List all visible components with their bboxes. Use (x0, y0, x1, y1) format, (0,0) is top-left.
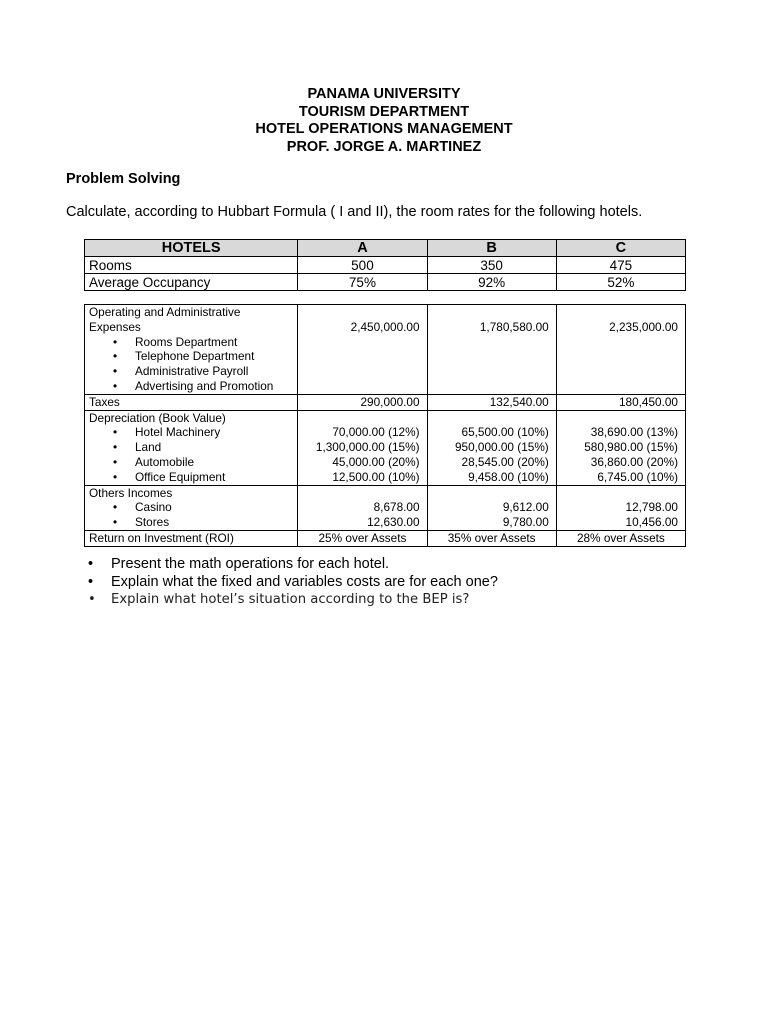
cell-value: 9,458.00 (10%) (468, 469, 549, 484)
cell-value: 1,780,580.00 (479, 319, 549, 334)
table-cell: 52% (556, 274, 685, 291)
table-cell: 92% (427, 274, 556, 291)
row-label: Taxes (85, 394, 298, 410)
cell-value: 8,678.00 (373, 500, 420, 515)
list-item: • Land (89, 440, 293, 455)
cell-value: 36,860.00 (20%) (590, 454, 678, 469)
cell-value: 580,980.00 (15%) (584, 440, 678, 455)
hotels-summary-table (84, 239, 686, 291)
cell-value: 45,000.00 (20%) (332, 454, 420, 469)
task-item: • Explain what the fixed and variables costs are for each one? (88, 574, 498, 592)
list-item: • Rooms Department (89, 335, 293, 350)
table-row-roi (85, 530, 686, 546)
table-row-others (85, 485, 686, 530)
others-list (89, 500, 293, 530)
list-item: • Stores (89, 515, 293, 530)
table-header-row (85, 240, 686, 257)
table-cell: 350 (427, 257, 556, 274)
cell-value: 9,780.00 (502, 515, 549, 530)
header-university: PANAMA UNIVERSITY (307, 86, 461, 102)
cell-value: 12,798.00 (625, 500, 678, 515)
header-cell-hotels: HOTELS (85, 240, 298, 257)
header-course: HOTEL OPERATIONS MANAGEMENT (255, 121, 513, 137)
table-row-taxes (85, 394, 686, 410)
cell-value: 70,000.00 (12%) (332, 425, 420, 440)
document-header (0, 86, 768, 156)
hotels-financial-table (84, 304, 686, 547)
table-cell (556, 485, 685, 530)
cell-value: 10,456.00 (625, 515, 678, 530)
list-item: • Hotel Machinery (89, 425, 293, 440)
row-label: Others Incomes (89, 485, 173, 500)
table-cell: 132,540.00 (427, 394, 556, 410)
table-cell (298, 485, 427, 530)
table-cell: 35% over Assets (427, 530, 556, 546)
table-cell (556, 410, 685, 485)
cell-value: 2,235,000.00 (609, 319, 678, 334)
table-cell: 75% (298, 274, 427, 291)
table-row-opex (85, 305, 686, 395)
table-cell (427, 410, 556, 485)
others-cell (85, 485, 298, 530)
table-cell: 180,450.00 (556, 394, 685, 410)
header-cell-a: A (298, 240, 427, 257)
cell-value: 9,612.00 (502, 500, 549, 515)
header-cell-b: B (427, 240, 556, 257)
task-item: • Present the math operations for each hotel. (88, 556, 498, 574)
opex-list (89, 335, 293, 394)
header-cell-c: C (556, 240, 685, 257)
list-item: • Automobile (89, 455, 293, 470)
table-cell: 28% over Assets (556, 530, 685, 546)
row-label: Depreciation (Book Value) (89, 410, 226, 425)
header-professor: PROF. JORGE A. MARTINEZ (286, 138, 482, 155)
table-cell (427, 485, 556, 530)
cell-value: 12,630.00 (367, 515, 420, 530)
task-item: • Explain what hotel’s situation according to the BEP is? (88, 591, 498, 609)
table-cell: 25% over Assets (298, 530, 427, 546)
table-cell (298, 305, 427, 395)
cell-value: 950,000.00 (15%) (454, 440, 549, 455)
table-cell (556, 305, 685, 395)
table-cell: 475 (556, 257, 685, 274)
task-list (88, 556, 498, 609)
cell-value: 65,500.00 (10%) (461, 425, 549, 440)
table-cell (427, 305, 556, 395)
table-row-depreciation (85, 410, 686, 485)
section-title: Problem Solving (66, 171, 181, 187)
table-cell: 290,000.00 (298, 394, 427, 410)
list-item: • Administrative Payroll (89, 364, 293, 379)
cell-value: 28,545.00 (20%) (461, 454, 549, 469)
cell-value: 1,300,000.00 (15%) (315, 440, 420, 455)
row-label: Average Occupancy (85, 274, 298, 291)
cell-value: 6,745.00 (10%) (597, 469, 678, 484)
table-cell (298, 410, 427, 485)
row-label: Operating and Administrative Expenses (89, 305, 241, 334)
cell-value: 2,450,000.00 (350, 319, 420, 334)
list-item: • Office Equipment (89, 470, 293, 485)
row-label: Return on Investment (ROI) (85, 530, 298, 546)
table-cell: 500 (298, 257, 427, 274)
intro-text: Calculate, according to Hubbart Formula ( I and II), the room rates for the following hotels. (66, 204, 643, 220)
header-department: TOURISM DEPARTMENT (298, 103, 470, 120)
list-item: • Telephone Department (89, 349, 293, 364)
list-item: • Advertising and Promotion (89, 379, 293, 394)
depreciation-cell (85, 410, 298, 485)
opex-cell (85, 305, 298, 395)
cell-value: 12,500.00 (10%) (332, 469, 420, 484)
table-row-rooms (85, 257, 686, 274)
cell-value: 38,690.00 (13%) (590, 425, 678, 440)
table-row-occupancy (85, 274, 686, 291)
row-label: Rooms (85, 257, 298, 274)
depreciation-list (89, 425, 293, 484)
list-item: • Casino (89, 500, 293, 515)
